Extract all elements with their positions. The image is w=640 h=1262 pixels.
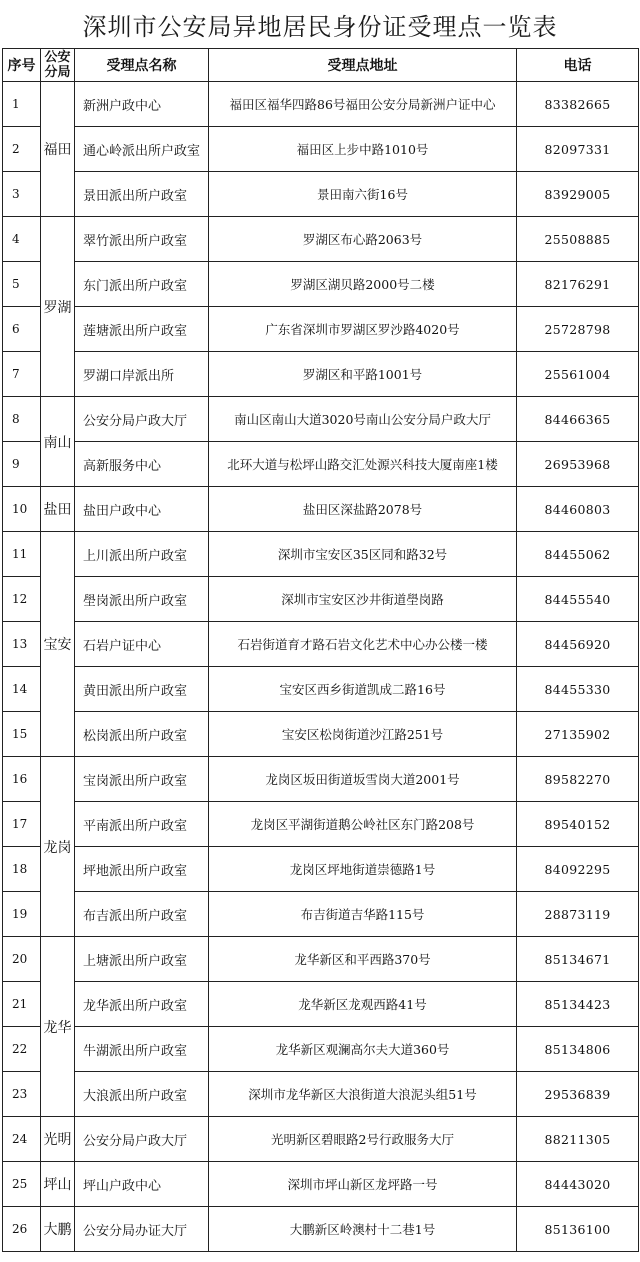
table-row [3, 127, 639, 172]
table-row [3, 352, 639, 397]
seq-cell: 24 [3, 1117, 41, 1162]
seq-cell: 10 [3, 487, 41, 532]
address-cell: 深圳市坪山新区龙坪路一号 [209, 1162, 517, 1207]
address-cell: 盐田区深盐路2078号 [209, 487, 517, 532]
phone-cell: 84460803 [517, 487, 639, 532]
seq-cell: 16 [3, 757, 41, 802]
point-name-cell: 布吉派出所户政室 [75, 892, 209, 937]
point-name-cell: 松岗派出所户政室 [75, 712, 209, 757]
table-row [3, 262, 639, 307]
point-name-cell: 上川派出所户政室 [75, 532, 209, 577]
address-cell: 深圳市宝安区35区同和路32号 [209, 532, 517, 577]
phone-cell: 85134671 [517, 937, 639, 982]
address-cell: 龙岗区坂田街道坂雪岗大道2001号 [209, 757, 517, 802]
table-row [3, 892, 639, 937]
phone-cell: 82176291 [517, 262, 639, 307]
seq-cell: 3 [3, 172, 41, 217]
table-row [3, 757, 639, 802]
seq-cell: 14 [3, 667, 41, 712]
phone-cell: 83382665 [517, 82, 639, 127]
branch-cell: 宝安 [41, 532, 75, 757]
point-name-cell: 平南派出所户政室 [75, 802, 209, 847]
phone-cell: 25728798 [517, 307, 639, 352]
table-row [3, 1117, 639, 1162]
address-cell: 光明新区碧眼路2号行政服务大厅 [209, 1117, 517, 1162]
phone-cell: 89582270 [517, 757, 639, 802]
table-row [3, 847, 639, 892]
seq-cell: 26 [3, 1207, 41, 1252]
address-cell: 罗湖区湖贝路2000号二楼 [209, 262, 517, 307]
point-name-cell: 黄田派出所户政室 [75, 667, 209, 712]
page-title: 深圳市公安局异地居民身份证受理点一览表 [82, 12, 558, 41]
seq-cell: 5 [3, 262, 41, 307]
point-name-cell: 坪山户政中心 [75, 1162, 209, 1207]
point-name-cell: 坪地派出所户政室 [75, 847, 209, 892]
point-name-cell: 莲塘派出所户政室 [75, 307, 209, 352]
seq-cell: 23 [3, 1072, 41, 1117]
seq-cell: 21 [3, 982, 41, 1027]
phone-cell: 84455540 [517, 577, 639, 622]
point-name-cell: 公安分局户政大厅 [75, 1117, 209, 1162]
point-name-cell: 翠竹派出所户政室 [75, 217, 209, 262]
address-cell: 广东省深圳市罗湖区罗沙路4020号 [209, 307, 517, 352]
table-row [3, 982, 639, 1027]
address-cell: 宝安区西乡街道凯成二路16号 [209, 667, 517, 712]
point-name-cell: 壆岗派出所户政室 [75, 577, 209, 622]
address-cell: 大鹏新区岭澳村十二巷1号 [209, 1207, 517, 1252]
table-row [3, 442, 639, 487]
seq-cell: 2 [3, 127, 41, 172]
seq-cell: 7 [3, 352, 41, 397]
seq-cell: 15 [3, 712, 41, 757]
phone-cell: 84466365 [517, 397, 639, 442]
address-cell: 深圳市龙华新区大浪街道大浪泥头组51号 [209, 1072, 517, 1117]
phone-cell: 85134423 [517, 982, 639, 1027]
acceptance-points-table [2, 48, 639, 1252]
header-branch: 公安分局 [41, 49, 75, 82]
phone-cell: 84443020 [517, 1162, 639, 1207]
table-row [3, 1072, 639, 1117]
point-name-cell: 盐田户政中心 [75, 487, 209, 532]
address-cell: 北环大道与松坪山路交汇处源兴科技大厦南座1楼 [209, 442, 517, 487]
table-row [3, 532, 639, 577]
table-row [3, 622, 639, 667]
phone-cell: 89540152 [517, 802, 639, 847]
seq-cell: 13 [3, 622, 41, 667]
branch-cell: 罗湖 [41, 217, 75, 397]
point-name-cell: 龙华派出所户政室 [75, 982, 209, 1027]
point-name-cell: 通心岭派出所户政室 [75, 127, 209, 172]
seq-cell: 25 [3, 1162, 41, 1207]
phone-cell: 84455062 [517, 532, 639, 577]
phone-cell: 84456920 [517, 622, 639, 667]
point-name-cell: 公安分局户政大厅 [75, 397, 209, 442]
table-row [3, 487, 639, 532]
phone-cell: 25561004 [517, 352, 639, 397]
table-row [3, 1207, 639, 1252]
table-header-row [3, 49, 639, 82]
phone-cell: 85134806 [517, 1027, 639, 1072]
header-address: 受理点地址 [209, 49, 517, 82]
seq-cell: 22 [3, 1027, 41, 1072]
address-cell: 布吉街道吉华路115号 [209, 892, 517, 937]
address-cell: 宝安区松岗街道沙江路251号 [209, 712, 517, 757]
point-name-cell: 罗湖口岸派出所 [75, 352, 209, 397]
table-body [3, 82, 639, 1252]
table-row [3, 217, 639, 262]
phone-cell: 28873119 [517, 892, 639, 937]
branch-cell: 盐田 [41, 487, 75, 532]
address-cell: 龙华新区和平西路370号 [209, 937, 517, 982]
address-cell: 景田南六街16号 [209, 172, 517, 217]
branch-cell: 龙华 [41, 937, 75, 1117]
seq-cell: 20 [3, 937, 41, 982]
address-cell: 罗湖区和平路1001号 [209, 352, 517, 397]
seq-cell: 18 [3, 847, 41, 892]
point-name-cell: 宝岗派出所户政室 [75, 757, 209, 802]
phone-cell: 25508885 [517, 217, 639, 262]
table-row [3, 802, 639, 847]
point-name-cell: 公安分局办证大厅 [75, 1207, 209, 1252]
address-cell: 龙华新区观澜高尔夫大道360号 [209, 1027, 517, 1072]
branch-cell: 大鹏 [41, 1207, 75, 1252]
table-row [3, 1027, 639, 1072]
header-seq: 序号 [3, 49, 41, 82]
phone-cell: 26953968 [517, 442, 639, 487]
phone-cell: 27135902 [517, 712, 639, 757]
branch-cell: 南山 [41, 397, 75, 487]
address-cell: 深圳市宝安区沙井街道壆岗路 [209, 577, 517, 622]
address-cell: 福田区福华四路86号福田公安分局新洲户证中心 [209, 82, 517, 127]
address-cell: 龙岗区平湖街道鹅公岭社区东门路208号 [209, 802, 517, 847]
seq-cell: 12 [3, 577, 41, 622]
table-row [3, 172, 639, 217]
point-name-cell: 大浪派出所户政室 [75, 1072, 209, 1117]
point-name-cell: 上塘派出所户政室 [75, 937, 209, 982]
table-row [3, 667, 639, 712]
seq-cell: 4 [3, 217, 41, 262]
phone-cell: 29536839 [517, 1072, 639, 1117]
address-cell: 南山区南山大道3020号南山公安分局户政大厅 [209, 397, 517, 442]
phone-cell: 82097331 [517, 127, 639, 172]
table-row [3, 937, 639, 982]
phone-cell: 83929005 [517, 172, 639, 217]
header-phone: 电话 [517, 49, 639, 82]
seq-cell: 6 [3, 307, 41, 352]
table-row [3, 82, 639, 127]
seq-cell: 1 [3, 82, 41, 127]
branch-cell: 坪山 [41, 1162, 75, 1207]
table-row [3, 712, 639, 757]
table-row [3, 397, 639, 442]
table-row [3, 577, 639, 622]
branch-cell: 福田 [41, 82, 75, 217]
point-name-cell: 东门派出所户政室 [75, 262, 209, 307]
phone-cell: 84092295 [517, 847, 639, 892]
table-row [3, 307, 639, 352]
seq-cell: 11 [3, 532, 41, 577]
address-cell: 龙岗区坪地街道崇德路1号 [209, 847, 517, 892]
address-cell: 罗湖区布心路2063号 [209, 217, 517, 262]
phone-cell: 85136100 [517, 1207, 639, 1252]
phone-cell: 84455330 [517, 667, 639, 712]
point-name-cell: 高新服务中心 [75, 442, 209, 487]
address-cell: 福田区上步中路1010号 [209, 127, 517, 172]
seq-cell: 17 [3, 802, 41, 847]
table-row [3, 1162, 639, 1207]
point-name-cell: 牛湖派出所户政室 [75, 1027, 209, 1072]
phone-cell: 88211305 [517, 1117, 639, 1162]
seq-cell: 8 [3, 397, 41, 442]
address-cell: 石岩街道育才路石岩文化艺术中心办公楼一楼 [209, 622, 517, 667]
branch-cell: 龙岗 [41, 757, 75, 937]
point-name-cell: 新洲户政中心 [75, 82, 209, 127]
seq-cell: 19 [3, 892, 41, 937]
point-name-cell: 石岩户证中心 [75, 622, 209, 667]
seq-cell: 9 [3, 442, 41, 487]
address-cell: 龙华新区龙观西路41号 [209, 982, 517, 1027]
point-name-cell: 景田派出所户政室 [75, 172, 209, 217]
header-name: 受理点名称 [75, 49, 209, 82]
branch-cell: 光明 [41, 1117, 75, 1162]
